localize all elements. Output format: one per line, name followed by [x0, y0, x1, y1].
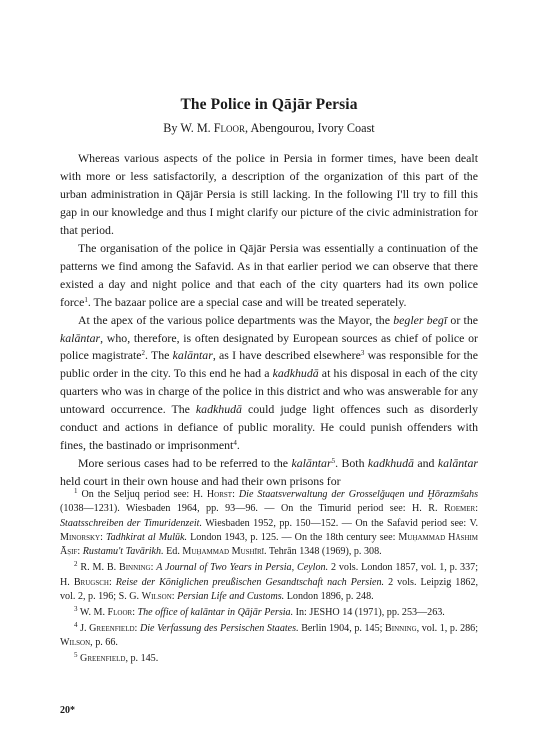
author-affiliation: , Abengourou, Ivory Coast — [245, 121, 375, 135]
italic-text: kalāntar — [60, 330, 101, 345]
small-caps-name: Muḥammad Mushīrī — [182, 546, 264, 558]
italic-text: kadkhudā — [195, 402, 242, 417]
text-run: 2 vols. Leipzig 1862, vol. 2, p. 196; S. G. — [60, 576, 479, 602]
text-run: Berlin 1904, p. 145; — [298, 622, 386, 634]
author-name: Floor — [213, 121, 246, 135]
italic-text: Rustamu't Tavārikh. — [82, 546, 164, 558]
small-caps-name: Greenfield — [80, 652, 126, 664]
footnote — [60, 606, 478, 620]
text-run: . The — [145, 348, 173, 363]
text-run: London 1896, p. 248. — [284, 590, 374, 602]
note-marker: 1 — [74, 487, 78, 495]
italic-text: kalāntar — [437, 456, 478, 471]
text-run: On the Seljuq period see: H. — [77, 489, 207, 500]
note-marker: 2 — [141, 349, 146, 358]
italic-text: Tadhkirat al Mulūk. — [105, 532, 188, 544]
small-caps-name: Floor — [107, 606, 133, 618]
text-run: : — [108, 576, 116, 588]
body-paragraph — [60, 312, 478, 456]
small-caps-name: Binning — [118, 562, 151, 574]
italic-text: Reise der Königlichen preußischen Gesandtschaft nach Persien. — [115, 576, 385, 588]
small-caps-name: Muḥammad Hāshim Āṣif — [60, 532, 478, 558]
note-marker: 3 — [360, 349, 365, 358]
italic-text: kalāntar — [172, 348, 213, 363]
text-run: 2 vols. London 1857, vol. 1, p. 337; H. — [60, 562, 479, 588]
small-caps-name: Greenfield — [89, 622, 135, 634]
text-run: : — [100, 532, 106, 544]
note-marker: 5 — [74, 650, 78, 659]
footnote — [60, 561, 478, 604]
text-run: , vol. 1, p. 286; — [416, 622, 479, 634]
text-run: Ed. — [163, 546, 183, 558]
page-number: 20* — [60, 705, 75, 716]
text-run: The organisation of the police in Qājār Persia was essentially a continuation of the patterns we find among the Safavid. As in that earlier period we can observe that there existed a day and night police and that each of the city quarters had its own police force — [60, 240, 478, 309]
text-run: . The bazaar police are a special case and will be treated seperately. — [87, 294, 407, 309]
body-paragraph — [60, 150, 478, 240]
small-caps-name: Roemer — [443, 503, 476, 515]
small-caps-name: Brugsch — [73, 576, 109, 588]
footnote — [60, 488, 478, 560]
text-run: : — [475, 503, 478, 515]
article-title: The Police in Qājār Persia — [180, 96, 358, 113]
italic-text: kadkhudā — [367, 456, 414, 471]
italic-text: kadkhudā — [272, 366, 319, 381]
text-run: . Both — [335, 456, 368, 471]
text-run: Whereas various aspects of the police in Persia in former times, have been dealt with more or less satisfactorily, a description of the organization of this part of the urban administration in Qājār Persia is still lacking. In the following I'll try to fill this gap in our knowledge and thus I might clarify our picture of the civic administration for that period. — [60, 151, 478, 237]
italic-text: Die Staatsverwaltung der Grosselǧuqen und Ḫōrazmšahs — [238, 489, 479, 500]
text-run: , p. 145. — [125, 652, 159, 664]
small-caps-name: Wilson — [141, 590, 172, 602]
footnote — [60, 652, 478, 666]
text-run: : — [134, 622, 140, 634]
text-run: : — [150, 562, 157, 574]
body-paragraph — [60, 455, 478, 491]
small-caps-name: Binning — [385, 622, 417, 634]
note-marker: 4 — [74, 620, 78, 629]
text-run: : — [232, 489, 239, 500]
italic-text: Die Verfassung des Persischen Staates. — [139, 622, 299, 634]
text-run: , as I have described elsewhere — [212, 348, 361, 363]
text-run: and — [413, 456, 438, 471]
text-run: Wiesbaden 1952, pp. 150—152. — On the Safavid period see: V. — [201, 517, 479, 529]
small-caps-name: Horst — [206, 489, 233, 500]
footnote — [60, 622, 478, 651]
note-marker: 1 — [84, 295, 88, 304]
italic-text: Staatsschreiben der Timuridenzeit. — [60, 517, 202, 529]
note-marker: 5 — [331, 457, 336, 466]
italic-text: kalāntar — [291, 456, 332, 471]
text-run: or the — [447, 312, 479, 327]
note-marker: 3 — [74, 604, 78, 613]
italic-text: Persian Life and Customs. — [177, 590, 285, 602]
small-caps-name: Wilson — [60, 636, 91, 648]
text-run: . — [236, 438, 240, 453]
italic-text: begler begī — [393, 312, 448, 327]
text-run: : — [77, 546, 83, 558]
text-run: In: JESHO 14 (1971), pp. 253—263. — [293, 606, 445, 618]
text-run: at his disposal in each of the city quarters who was in charge of the police in this district and who was answerable for any untoward occurrence. The — [60, 366, 478, 417]
text-run: (1038—1231). Wiesbaden 1964, pp. 93—96. — On the Timurid period see: H. R. — [60, 503, 444, 515]
text-run: R. M. B. — [77, 562, 119, 574]
small-caps-name: Minorsky — [60, 532, 101, 544]
byline-prefix: By W. M. — [163, 121, 211, 135]
text-run: London 1943, p. 125. — On the 18th century see: — [187, 532, 399, 544]
text-run: could judge light offences such as disorderly conduct and actions in defiance of public morality. He could punish offenders with fines, the bastinado or imprisonment — [60, 402, 478, 453]
body-paragraph — [60, 240, 478, 312]
note-marker: 2 — [74, 560, 78, 569]
text-run: : — [171, 590, 178, 602]
text-run: . Tehrān 1348 (1969), p. 308. — [263, 546, 382, 558]
italic-text: The office of kalāntar in Qājār Persia. — [137, 606, 294, 618]
text-run: , who, therefore, is often designated by European sources as chief of police or police magistrate — [60, 330, 478, 363]
footnotes — [60, 488, 478, 666]
italic-text: A Journal of Two Years in Persia, Ceylon. — [156, 562, 329, 574]
text-run: W. M. — [77, 606, 108, 618]
text-run: was responsible for the public order in the city. To this end he had a — [60, 348, 478, 381]
text-run: More serious cases had to be referred to the — [78, 456, 292, 471]
text-run: J. — [77, 622, 90, 634]
note-marker: 4 — [233, 439, 237, 448]
author-byline — [0, 121, 538, 136]
text-run: At the apex of the various police departments was the Mayor, the — [78, 312, 394, 327]
body-text — [60, 150, 478, 491]
text-run: , p. 66. — [90, 636, 118, 648]
text-run: : — [132, 606, 138, 618]
text-run: held court in their own house and had their own prisons for — [60, 474, 341, 489]
